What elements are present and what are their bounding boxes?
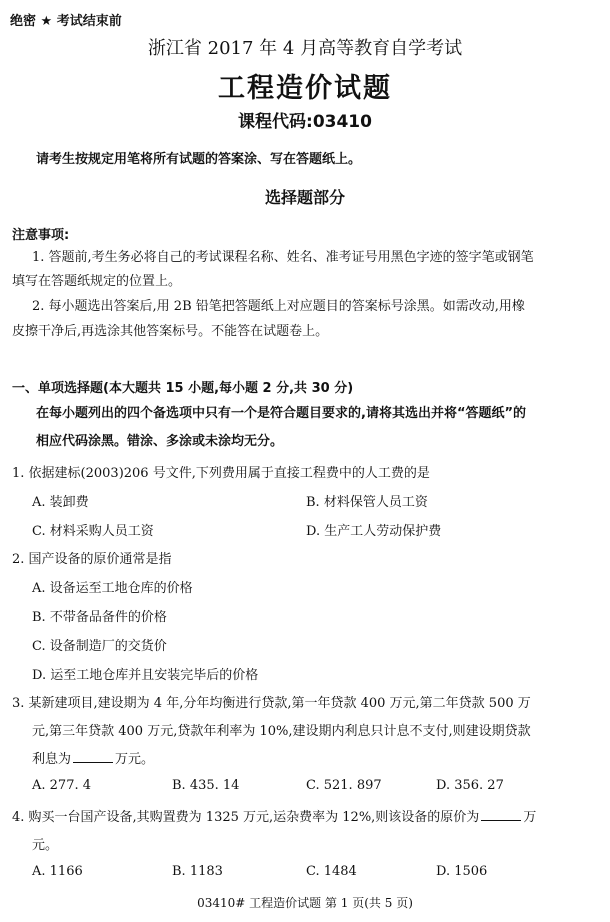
confidential-mark: 绝密 ★ 考试结束前 [10,14,122,29]
answer-instruction: 请考生按规定用笔将所有试题的答案涂、写在答题纸上。 [36,152,362,167]
subject-title: 工程造价试题 [218,73,392,104]
question-1-option-b: B. 材料保管人员工资 [306,495,428,510]
question-4-stem-line-1 [12,806,536,825]
notice-item-1-line-1: 1. 答题前,考生务必将自己的考试课程名称、姓名、准考证号用黑色字迹的签字笔或钢笔 [32,250,534,265]
question-4-option-a: A. 1166 [32,864,83,879]
question-3-stem-line-1: 3. 某新建项目,建设期为 4 年,分年均衡进行贷款,第一年贷款 400 万元,第二年贷款 500 万 [12,696,531,711]
question-4-stem-line-1-end: 万 [523,810,537,825]
part1-desc-line-2: 相应代码涂黑。错涂、多涂或未涂均无分。 [36,434,284,449]
notice-item-2-line-2: 皮擦干净后,再选涂其他答案标号。不能答在试题卷上。 [12,324,329,339]
question-1-stem: 1. 依据建标(2003)206 号文件,下列费用属于直接工程费中的人工费的是 [12,466,430,481]
question-4-stem-line-2: 元。 [32,838,59,853]
question-4-option-c: C. 1484 [306,864,357,879]
question-3-option-c: C. 521. 897 [306,778,382,793]
question-4-option-d: D. 1506 [436,864,488,879]
notice-item-2-line-1: 2. 每小题选出答案后,用 2B 铅笔把答题纸上对应题目的答案标号涂黑。如需改动,用橡 [32,299,525,314]
question-2-option-d: D. 运至工地仓库并且安装完毕后的价格 [32,668,259,683]
answer-blank [73,750,113,763]
part1-heading: 一、单项选择题(本大题共 15 小题,每小题 2 分,共 30 分) [12,381,354,396]
notice-item-1-line-2: 填写在答题纸规定的位置上。 [12,274,182,289]
question-1-option-a: A. 装卸费 [32,495,89,510]
question-1-option-c: C. 材料采购人员工资 [32,524,154,539]
question-3-stem-line-3-start: 利息为 [32,752,72,767]
question-2-option-b: B. 不带备品备件的价格 [32,610,167,625]
question-4-option-b: B. 1183 [172,864,223,879]
question-4-stem-line-1-start: 4. 购买一台国产设备,其购置费为 1325 万元,运杂费率为 12%,则该设备的原价为 [12,810,480,825]
page-footer: 03410# 工程造价试题 第 1 页(共 5 页) [197,896,413,910]
question-3-option-d: D. 356. 27 [436,778,504,793]
question-3-stem-line-3-end: 万元。 [115,752,155,767]
question-3-option-b: B. 435. 14 [172,778,240,793]
question-2-option-a: A. 设备运至工地仓库的价格 [32,581,193,596]
part1-desc-line-1: 在每小题列出的四个备选项中只有一个是符合题目要求的,请将其选出并将“答题纸”的 [36,406,527,421]
notice-heading: 注意事项: [12,228,70,243]
question-3-stem-line-3 [32,748,154,767]
exam-title: 浙江省 2017 年 4 月高等教育自学考试 [147,38,463,59]
answer-blank [481,808,521,821]
question-2-option-c: C. 设备制造厂的交货价 [32,639,167,654]
question-2-stem: 2. 国产设备的原价通常是指 [12,552,172,567]
course-code: 课程代码:03410 [238,112,372,132]
question-3-option-a: A. 277. 4 [32,778,92,793]
question-3-stem-line-2: 元,第三年贷款 400 万元,贷款年利率为 10%,建设期内利息只计息不支付,则建设期贷款 [32,724,531,739]
question-1-option-d: D. 生产工人劳动保护费 [306,524,442,539]
section-title: 选择题部分 [264,188,345,207]
